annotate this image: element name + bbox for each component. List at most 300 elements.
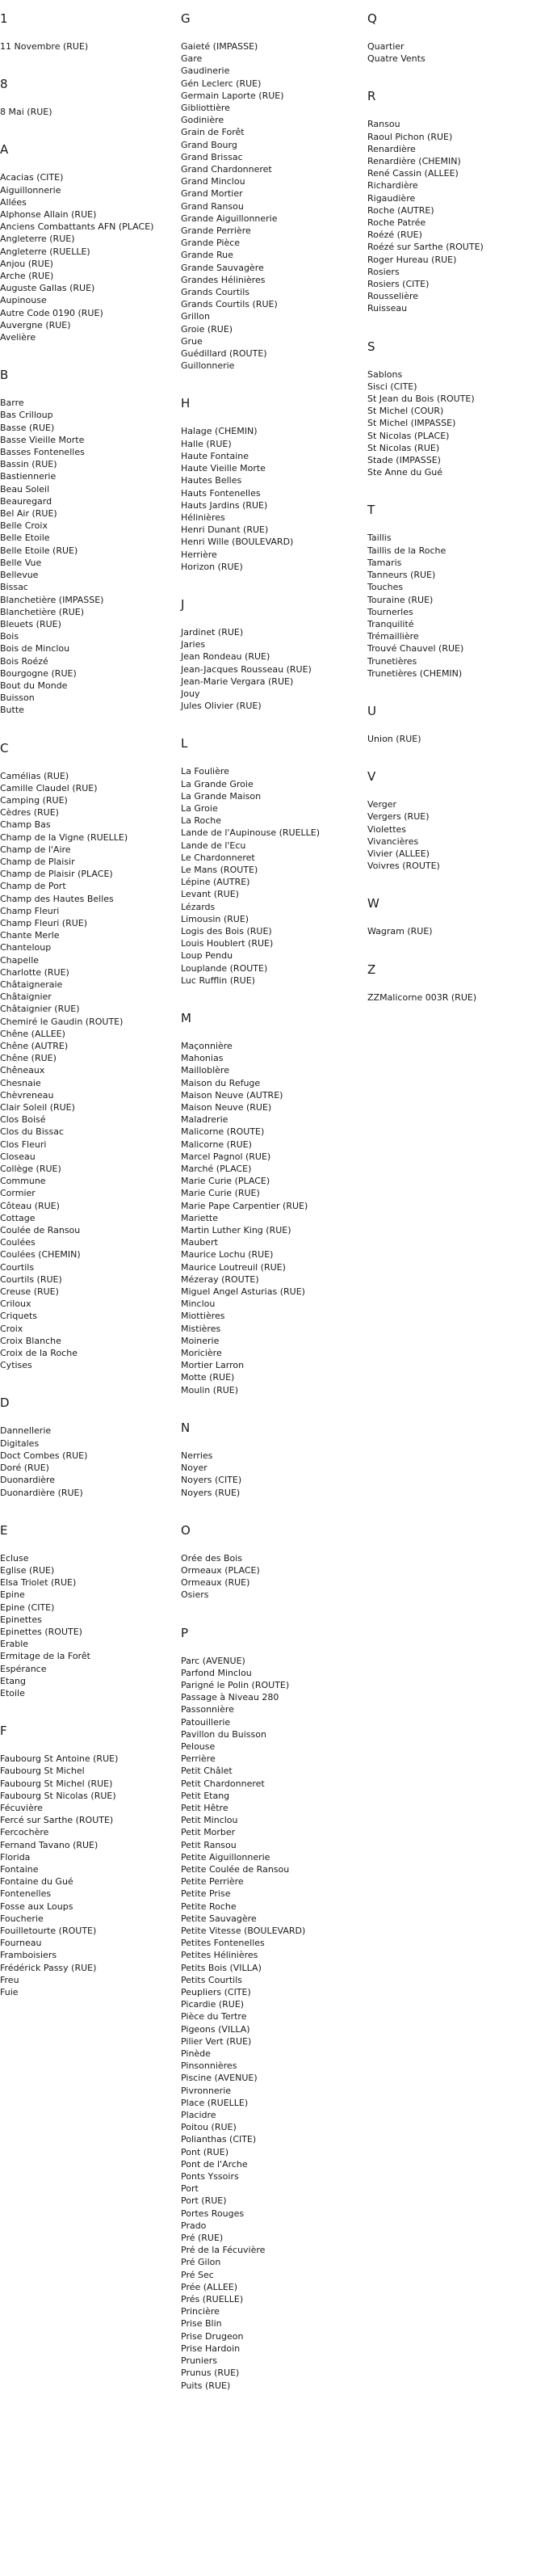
section-letter-heading: N <box>181 1420 191 1435</box>
street-list <box>181 765 365 987</box>
street-item: Prise Drugeon <box>181 2330 244 2342</box>
street-item: Bois <box>0 631 19 642</box>
street-item: Taillis de la Roche <box>367 545 446 556</box>
street-item: Epinettes (ROUTE) <box>0 1626 82 1637</box>
street-item: Maison Neuve (AUTRE) <box>181 1089 283 1101</box>
section-w <box>367 896 545 937</box>
street-item: Chêneaux <box>0 1065 45 1076</box>
street-item: La Grande Groie <box>181 778 254 789</box>
section-g <box>181 11 365 372</box>
street-item: Port <box>181 2183 199 2195</box>
section-letter-heading: J <box>181 596 185 612</box>
street-item: Croix <box>0 1323 23 1334</box>
street-item: Petit Morber <box>181 1827 236 1838</box>
index-column-2 <box>179 11 365 2576</box>
street-item: Grande Pièce <box>181 238 241 249</box>
street-item: Fercochère <box>0 1827 49 1838</box>
street-item: Allées <box>0 196 27 208</box>
street-item: Faubourg St Michel <box>0 1766 85 1777</box>
street-item: Acacias (CITE) <box>0 172 64 183</box>
street-item: Haute Vieille Morte <box>181 463 266 474</box>
street-item: Belle Etoile <box>0 532 50 544</box>
street-item: Aiguillonnerie <box>0 184 61 196</box>
street-item: 8 Mai (RUE) <box>0 107 52 118</box>
street-item: Blanchetière (RUE) <box>0 606 85 617</box>
street-item: Parc (AVENUE) <box>181 1655 245 1666</box>
street-item: Hélinières <box>181 511 225 523</box>
street-item: Charlotte (RUE) <box>0 966 69 978</box>
street-item: Grande Sauvagère <box>181 262 264 273</box>
street-item: Sablons <box>367 368 403 380</box>
section-letter-heading: P <box>181 1625 189 1640</box>
street-item: Piscine (AVENUE) <box>181 2073 258 2084</box>
street-item: Touraine (RUE) <box>367 594 434 605</box>
street-item: Chêne (ALLEE) <box>0 1028 65 1039</box>
street-item: René Cassin (ALLEE) <box>367 168 459 179</box>
street-list <box>367 118 545 314</box>
street-item: Groie (RUE) <box>181 323 233 335</box>
street-item: Barre <box>0 398 24 409</box>
street-list <box>0 770 179 1372</box>
street-item: Peupliers (CITE) <box>181 1987 251 1997</box>
street-item: Avelière <box>0 332 36 343</box>
street-item: Belle Croix <box>0 520 48 532</box>
street-item: Parfond Minclou <box>181 1667 252 1678</box>
street-item: Châtaigneraie <box>0 979 63 990</box>
street-list <box>181 626 365 712</box>
street-item: Pigeons (VILLA) <box>181 2023 250 2035</box>
street-item: Faubourg St Antoine (RUE) <box>0 1753 119 1765</box>
street-item: Petits Bois (VILLA) <box>181 1962 262 1973</box>
street-item: Le Chardonneret <box>181 852 255 863</box>
street-item: Beauregard <box>0 495 52 507</box>
street-item: Grain de Forêt <box>181 127 245 138</box>
street-item: Petite Aiguillonnerie <box>181 1851 270 1863</box>
street-item: Bas Crilloup <box>0 410 53 421</box>
street-item: Puits (RUE) <box>181 2380 231 2391</box>
street-item: Croix Blanche <box>0 1335 61 1346</box>
section-b <box>0 368 179 716</box>
section-letter-heading: D <box>0 1395 10 1411</box>
street-item: Place (RUELLE) <box>181 2097 249 2108</box>
street-list <box>367 925 545 937</box>
street-item: Champ de Plaisir (PLACE) <box>0 869 113 880</box>
street-item: Guédillard (ROUTE) <box>181 348 267 360</box>
street-item: Gén Leclerc (RUE) <box>181 78 262 89</box>
street-item: Bois de Minclou <box>0 643 70 655</box>
street-item: Maurice Lochu (RUE) <box>181 1249 274 1261</box>
street-item: Champ de Port <box>0 881 66 892</box>
street-item: Champ de la Vigne (RUELLE) <box>0 831 128 843</box>
street-item: Miguel Angel Asturias (RUE) <box>181 1286 305 1298</box>
street-list <box>181 425 365 572</box>
street-item: Placidre <box>181 2110 216 2121</box>
section-j <box>181 597 365 712</box>
street-item: Criquets <box>0 1311 38 1322</box>
street-item: Orée des Bois <box>181 1552 243 1564</box>
section-letter-heading: O <box>181 1522 191 1538</box>
street-item: Cèdres (RUE) <box>0 807 59 819</box>
street-item: Limousin (RUE) <box>181 913 249 924</box>
street-item: Epine <box>0 1589 25 1601</box>
street-item: Camélias (RUE) <box>0 770 69 781</box>
section-c <box>0 741 179 1372</box>
street-item: Pré de la Fécuvière <box>181 2245 266 2256</box>
street-item: Jouy <box>181 688 200 699</box>
street-item: Champ de Plaisir <box>0 856 75 867</box>
street-item: Renardière <box>367 143 416 154</box>
street-item: Alphonse Allain (RUE) <box>0 209 97 221</box>
street-item: St Michel (COUR) <box>367 406 444 417</box>
street-item: Ponts Yssoirs <box>181 2171 239 2182</box>
street-item: Petite Sauvagère <box>181 1913 257 1924</box>
street-item: Guillonnerie <box>181 360 235 372</box>
street-item: La Groie <box>181 802 218 814</box>
street-list <box>367 40 545 65</box>
section-1 <box>0 11 179 53</box>
street-item: Cottage <box>0 1212 36 1223</box>
street-item: Pilier Vert (RUE) <box>181 2035 252 2047</box>
street-item: Halage (CHEMIN) <box>181 426 258 437</box>
street-item: Quatre Vents <box>367 53 426 65</box>
street-item: Champ Fleuri <box>0 905 60 916</box>
street-item: Digitales <box>0 1437 40 1449</box>
street-item: Violettes <box>367 823 407 835</box>
street-item: Hauts Fontenelles <box>181 487 261 499</box>
street-item: Trémaillière <box>367 631 419 642</box>
street-item: Framboisiers <box>0 1950 57 1961</box>
street-item: Marcel Pagnol (RUE) <box>181 1151 271 1162</box>
street-item: Petite Vitesse (BOULEVARD) <box>181 1925 306 1936</box>
street-list <box>367 991 545 1004</box>
street-item: Ermitage de la Forêt <box>0 1651 90 1662</box>
section-a <box>0 142 179 343</box>
street-item: Ecluse <box>0 1552 29 1564</box>
street-item: Doré (RUE) <box>0 1463 49 1474</box>
street-item: Duonardière <box>0 1475 56 1486</box>
street-item: Rosiers <box>367 266 400 277</box>
street-item: Chanteloup <box>0 942 52 953</box>
street-item: Blanchetière (IMPASSE) <box>0 594 104 605</box>
section-letter-heading: 1 <box>0 11 8 26</box>
street-item: Petite Coulée de Ransou <box>181 1863 290 1875</box>
street-item: Anjou (RUE) <box>0 258 53 269</box>
street-item: Fourneau <box>0 1938 42 1949</box>
street-list <box>0 1753 179 1998</box>
street-item: Picardie (RUE) <box>181 1999 245 2010</box>
street-item: Parigné le Polin (ROUTE) <box>181 1679 290 1690</box>
street-item: Prés (RUELLE) <box>181 2294 244 2305</box>
street-item: Jean-Marie Vergara (RUE) <box>181 676 294 687</box>
street-item: Sisci (CITE) <box>367 381 417 392</box>
street-item: Henri Wille (BOULEVARD) <box>181 537 294 548</box>
street-item: Fuie <box>0 1987 19 1997</box>
street-item: Trunetières (CHEMIN) <box>367 667 463 679</box>
street-item: Mailloblère <box>181 1065 229 1076</box>
street-item: Wagram (RUE) <box>367 926 433 937</box>
street-item: Rigaudière <box>367 192 416 204</box>
street-item: Lande de l'Aupinouse (RUELLE) <box>181 827 321 839</box>
street-item: Clos Fleuri <box>0 1139 47 1150</box>
section-letter-heading: E <box>0 1522 8 1538</box>
section-e <box>0 1523 179 1699</box>
street-item: Grand Minclou <box>181 176 245 187</box>
street-list <box>367 798 545 872</box>
section-f <box>0 1724 179 1998</box>
street-item: Grillon <box>181 311 210 322</box>
street-item: Roézé (RUE) <box>367 229 422 241</box>
section-m <box>181 1011 365 1396</box>
street-item: St Jean du Bois (ROUTE) <box>367 394 475 405</box>
street-item: Henri Dunant (RUE) <box>181 524 269 536</box>
street-item: Criloux <box>0 1299 31 1310</box>
street-item: Horizon (RUE) <box>181 561 243 572</box>
street-item: Auguste Gallas (RUE) <box>0 283 95 294</box>
street-item: Autre Code 0190 (RUE) <box>0 307 103 318</box>
street-item: Bois Roézé <box>0 655 48 667</box>
street-item: Moulin (RUE) <box>181 1384 239 1395</box>
street-item: Mézeray (ROUTE) <box>181 1273 259 1285</box>
section-h <box>181 396 365 572</box>
street-item: Union (RUE) <box>367 733 421 744</box>
street-item: Petits Courtils <box>181 1974 242 1985</box>
street-item: Osiers <box>181 1589 209 1601</box>
street-item: Louplande (ROUTE) <box>181 962 268 974</box>
street-item: Grand Mortier <box>181 188 243 200</box>
street-item: Chante Merle <box>0 930 60 941</box>
street-item: Grande Perrière <box>181 225 251 237</box>
street-item: Princière <box>181 2306 220 2317</box>
street-list <box>0 106 179 118</box>
street-list <box>367 733 545 745</box>
street-item: Doct Combes (RUE) <box>0 1450 88 1461</box>
index-column-3 <box>365 11 545 2576</box>
street-item: Hautes Belles <box>181 475 242 486</box>
street-item: Grand Ransou <box>181 200 244 212</box>
street-item: Champ Fleuri (RUE) <box>0 917 88 928</box>
street-item: Petit Etang <box>181 1790 230 1801</box>
street-list <box>0 1425 179 1498</box>
street-item: Marie Pape Carpentier (RUE) <box>181 1200 308 1211</box>
street-list <box>0 171 179 343</box>
street-item: Minclou <box>181 1299 216 1310</box>
street-item: Mistières <box>181 1323 221 1334</box>
street-item: Ransou <box>367 119 400 130</box>
street-item: Ruisseau <box>367 303 408 314</box>
street-item: Collège (RUE) <box>0 1164 61 1175</box>
street-item: Marie Curie (PLACE) <box>181 1176 270 1187</box>
street-item: Tournerles <box>367 606 413 617</box>
section-letter-heading: M <box>181 1011 191 1025</box>
street-item: Tranquilité <box>367 618 414 629</box>
street-item: Fécuvière <box>0 1802 43 1813</box>
street-item: Roche (AUTRE) <box>367 204 434 216</box>
street-item: Jaries <box>181 639 206 650</box>
street-item: Basses Fontenelles <box>0 447 85 458</box>
street-item: Roézé sur Sarthe (ROUTE) <box>367 242 484 253</box>
street-item: Touches <box>367 582 404 593</box>
street-item: Jules Olivier (RUE) <box>181 701 262 712</box>
street-item: Aupinouse <box>0 295 47 306</box>
street-item: Côteau (RUE) <box>0 1200 60 1211</box>
street-item: Passonnière <box>181 1704 234 1715</box>
section-d <box>0 1395 179 1498</box>
street-item: Chesnaie <box>0 1077 41 1088</box>
street-item: Ormeaux (PLACE) <box>181 1564 260 1576</box>
street-item: Gaudinerie <box>181 65 230 77</box>
street-item: Duonardière (RUE) <box>0 1487 83 1498</box>
street-item: Fercé sur Sarthe (ROUTE) <box>0 1815 114 1826</box>
street-item: Lézards <box>181 901 216 912</box>
street-item: Renardière (CHEMIN) <box>367 156 461 167</box>
street-item: Epine (CITE) <box>0 1602 55 1613</box>
street-item: Clair Soleil (RUE) <box>0 1102 75 1113</box>
street-item: Taillis <box>367 532 392 544</box>
street-item: Perrière <box>181 1753 216 1765</box>
street-item: Poitou (RUE) <box>181 2122 237 2133</box>
street-item: Vergers (RUE) <box>367 811 430 823</box>
street-item: Cormier <box>0 1188 36 1199</box>
section-letter-heading: A <box>0 142 9 158</box>
street-item: Pinède <box>181 2048 211 2060</box>
section-s <box>367 339 545 479</box>
street-item: Erable <box>0 1639 29 1650</box>
street-item: Bellevue <box>0 570 39 581</box>
street-item: Faubourg St Nicolas (RUE) <box>0 1790 116 1801</box>
street-item: Maubert <box>181 1237 218 1248</box>
street-item: Coulées <box>0 1237 36 1248</box>
street-item: Pont de l'Arche <box>181 2158 248 2170</box>
street-item: Mariette <box>181 1212 218 1223</box>
street-item: Halle (RUE) <box>181 438 232 449</box>
street-item: Maçonnière <box>181 1041 233 1051</box>
street-item: Grand Bourg <box>181 139 237 150</box>
street-item: Florida <box>0 1851 31 1863</box>
street-list <box>181 1450 365 1499</box>
section-letter-heading: R <box>367 89 376 104</box>
street-item: Chêne (AUTRE) <box>0 1041 69 1051</box>
section-p <box>181 1626 365 2392</box>
street-item: La Foulière <box>181 766 229 777</box>
street-item: Châtaignier <box>0 991 52 1003</box>
street-item: Cytises <box>0 1360 32 1371</box>
street-item: Commune <box>0 1176 46 1187</box>
street-item: Germain Laporte (RUE) <box>181 90 284 101</box>
street-item: Fernand Tavano (RUE) <box>0 1839 99 1850</box>
street-item: Pivronnerie <box>181 2085 232 2096</box>
street-item: Epinettes <box>0 1614 42 1625</box>
street-item: Rosiers (CITE) <box>367 279 430 290</box>
street-item: Angleterre (RUELLE) <box>0 246 90 257</box>
street-item: Creuse (RUE) <box>0 1286 59 1298</box>
street-item: Beau Soleil <box>0 483 50 495</box>
street-item: Quartier <box>367 41 405 52</box>
street-item: Pré Sec <box>181 2269 214 2280</box>
street-item: Richardière <box>367 180 418 192</box>
street-item: Pont (RUE) <box>181 2146 228 2157</box>
street-item: Clos Boisé <box>0 1114 46 1126</box>
street-item: Foucherie <box>0 1913 44 1924</box>
street-item: Basse (RUE) <box>0 422 55 433</box>
street-item: Champ de l'Aire <box>0 844 71 855</box>
street-item: Noyers (RUE) <box>181 1487 241 1498</box>
street-item: Patouillerie <box>181 1716 231 1728</box>
street-list <box>181 1040 365 1396</box>
section-letter-heading: B <box>0 368 9 383</box>
street-item: Ormeaux (RUE) <box>181 1577 250 1589</box>
section-letter-heading: W <box>367 896 379 911</box>
street-item: Noyer <box>181 1463 208 1474</box>
street-item: Malicorne (RUE) <box>181 1139 252 1150</box>
street-item: Grandes Hélinières <box>181 274 266 285</box>
street-item: Petites Hélinières <box>181 1950 258 1961</box>
street-item: Fontaine du Gué <box>0 1876 73 1888</box>
street-list <box>181 40 365 372</box>
street-item: Bleuets (RUE) <box>0 618 61 629</box>
street-item: Malicorne (ROUTE) <box>181 1126 265 1138</box>
street-item: Rousselière <box>367 291 419 302</box>
street-item: La Roche <box>181 815 222 827</box>
street-item: Louis Houblert (RUE) <box>181 938 274 949</box>
section-n <box>181 1421 365 1499</box>
street-item: Mortier Larron <box>181 1360 245 1371</box>
street-item: Grue <box>181 335 203 347</box>
street-item: Jean-Jacques Rousseau (RUE) <box>181 663 312 675</box>
street-item: La Grande Maison <box>181 790 262 802</box>
street-item: Petit Chardonneret <box>181 1778 265 1789</box>
street-item: Fouilletourte (ROUTE) <box>0 1925 97 1936</box>
section-t <box>367 503 545 679</box>
street-item: Gare <box>181 53 203 65</box>
street-item: Motte (RUE) <box>181 1372 235 1383</box>
street-item: Petites Fontenelles <box>181 1938 265 1949</box>
street-item: Petite Prise <box>181 1888 231 1900</box>
street-item: Moinerie <box>181 1335 220 1346</box>
street-item: Anciens Combattants AFN (PLACE) <box>0 221 154 233</box>
section-letter-heading: Z <box>367 962 376 977</box>
street-item: Chèvreneau <box>0 1089 54 1101</box>
street-item: Stade (IMPASSE) <box>367 455 441 466</box>
street-item: Butte <box>0 705 24 716</box>
street-list <box>181 1655 365 2392</box>
street-item: Croix de la Roche <box>0 1348 78 1359</box>
street-item: Loup Pendu <box>181 950 233 962</box>
street-list <box>0 397 179 716</box>
street-item: Godinière <box>181 115 224 126</box>
section-u <box>367 704 545 745</box>
street-item: Closeau <box>0 1151 36 1162</box>
street-item: Verger <box>367 799 397 810</box>
street-list <box>181 1552 365 1602</box>
section-letter-heading: F <box>0 1724 7 1739</box>
street-item: St Nicolas (RUE) <box>367 442 440 453</box>
street-item: Petit Châlet <box>181 1766 233 1777</box>
street-item: Chemiré le Gaudin (ROUTE) <box>0 1016 124 1027</box>
street-item: Martin Luther King (RUE) <box>181 1225 291 1236</box>
street-item: Trouvé Chauvel (RUE) <box>367 643 464 655</box>
street-item: Coulée de Ransou <box>0 1225 81 1236</box>
street-item: St Michel (IMPASSE) <box>367 418 456 429</box>
street-item: Le Mans (ROUTE) <box>181 864 258 875</box>
street-item: Prise Hardoin <box>181 2342 241 2354</box>
street-item: Belle Vue <box>0 557 42 568</box>
street-item: Faubourg St Michel (RUE) <box>0 1778 113 1789</box>
street-item: Courtils <box>0 1261 35 1273</box>
street-item: Camille Claudel (RUE) <box>0 782 98 793</box>
section-q <box>367 11 545 65</box>
street-item: Chêne (RUE) <box>0 1053 57 1064</box>
street-item: Basse Vieille Morte <box>0 434 85 445</box>
